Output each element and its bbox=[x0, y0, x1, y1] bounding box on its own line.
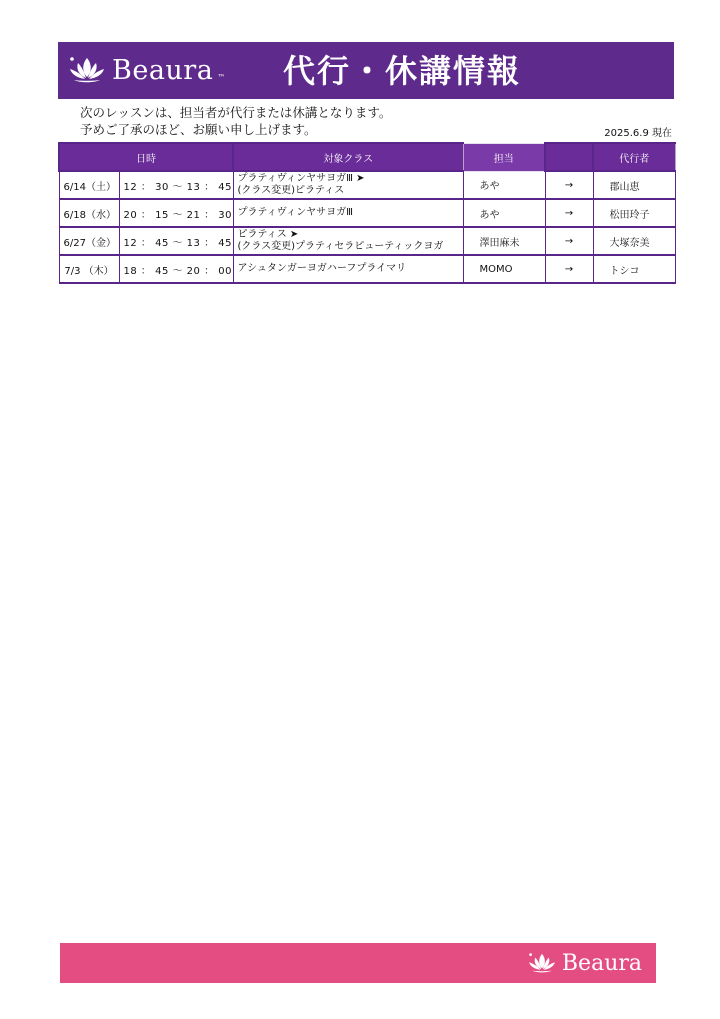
lotus-icon bbox=[66, 55, 108, 85]
cell-tantou: あや bbox=[463, 199, 545, 227]
class-line-2: (クラス変更)ピラティス bbox=[237, 185, 345, 196]
arrow-icon: → bbox=[545, 227, 593, 255]
cell-class bbox=[233, 227, 463, 255]
class-line-1: アシュタンガーヨガハーフプライマリ bbox=[237, 263, 407, 274]
header-blank bbox=[545, 143, 593, 171]
cell-class bbox=[233, 255, 463, 283]
cell-tantou: 澤田麻未 bbox=[463, 227, 545, 255]
as-of-date: 2025.6.9 現在 bbox=[604, 128, 672, 139]
header-banner bbox=[58, 42, 674, 99]
class-line-1: ピラティス ➤ bbox=[237, 229, 299, 240]
cell-daikou: 郡山恵 bbox=[593, 171, 675, 199]
table-row bbox=[59, 199, 675, 227]
cell-time: 12 ： 30 〜 13 ： 45 bbox=[119, 171, 233, 199]
footer-logo bbox=[526, 949, 642, 977]
cell-daikou: 松田玲子 bbox=[593, 199, 675, 227]
trademark-mark: ™ bbox=[217, 73, 226, 82]
arrow-icon: → bbox=[545, 199, 593, 227]
cell-class bbox=[233, 171, 463, 199]
schedule-table bbox=[58, 142, 676, 284]
cell-daikou: トシコ bbox=[593, 255, 675, 283]
header-class: 対象クラス bbox=[233, 143, 463, 171]
cell-date: 6/18（水） bbox=[59, 199, 119, 227]
cell-date: 6/27（金） bbox=[59, 227, 119, 255]
table-row bbox=[59, 227, 675, 255]
notice-line-1: 次のレッスンは、担当者が代行または休講となります。 bbox=[80, 105, 392, 120]
class-line-2: (クラス変更)プラティセラピューティックヨガ bbox=[237, 241, 444, 252]
header-tantou: 担当 bbox=[463, 143, 545, 171]
notice-text bbox=[80, 104, 391, 138]
header-date-time: 日時 bbox=[59, 143, 233, 171]
notice-line-2: 予めご了承のほど、お願い申し上げます。 bbox=[80, 122, 317, 137]
cell-date: 7/3 （木） bbox=[59, 255, 119, 283]
header-daikou: 代行者 bbox=[593, 143, 675, 171]
arrow-icon: → bbox=[545, 171, 593, 199]
cell-tantou: あや bbox=[463, 171, 545, 199]
cell-daikou: 大塚奈美 bbox=[593, 227, 675, 255]
footer-logo-text: Beaura bbox=[561, 950, 642, 976]
table-row bbox=[59, 255, 675, 283]
table-header-row bbox=[59, 143, 675, 171]
logo-text: Beaura bbox=[112, 54, 214, 86]
cell-date: 6/14（土） bbox=[59, 171, 119, 199]
cell-time: 12 ： 45 〜 13 ： 45 bbox=[119, 227, 233, 255]
cell-class bbox=[233, 199, 463, 227]
cell-tantou: MOMO bbox=[463, 255, 545, 283]
class-line-1: プラティヴィンヤサヨガⅢ bbox=[237, 207, 353, 218]
cell-time: 18 ： 45 〜 20 ： 00 bbox=[119, 255, 233, 283]
footer-banner bbox=[60, 943, 656, 983]
lotus-icon bbox=[526, 951, 558, 975]
class-line-1: プラティヴィンヤサヨガⅢ ➤ bbox=[237, 173, 365, 184]
page-title: 代行・休講情報 bbox=[283, 52, 522, 90]
cell-time: 20 ： 15 〜 21 ： 30 bbox=[119, 199, 233, 227]
beaura-logo bbox=[66, 52, 225, 88]
table-row bbox=[59, 171, 675, 199]
arrow-icon: → bbox=[545, 255, 593, 283]
